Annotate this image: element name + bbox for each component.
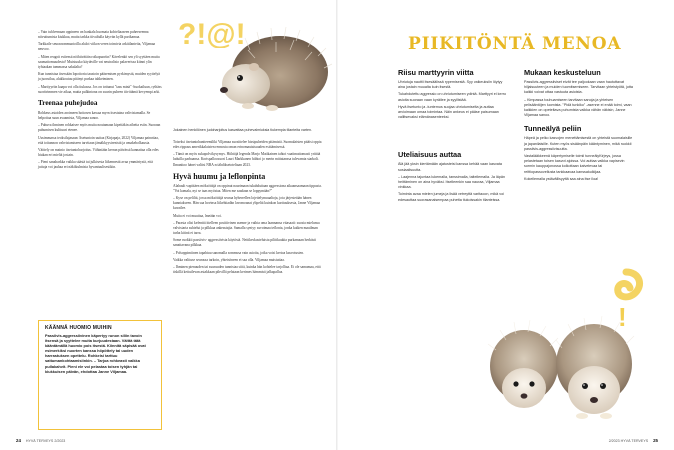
- paragraph: Häpeä ja pelko kasvojen menettämisestä on yhteistä suomalaisille ja japanilaisille. Kuten myös sisäänpäin kääntyminen, mikä ruokkii passiivis-aggressiivisuutta.: [524, 136, 633, 151]
- paragraph: – Laajenna tajuntaa lukemalla, tanssimalla, taiteilemalla. Ja läpän heittäminen on aina hyväksi. Itselleenkin saa nauraa, Viljamaa vinkkaa.: [398, 174, 506, 190]
- section-heading: Uteliaisuus auttaa: [398, 150, 462, 160]
- callout-text: Passiivis-aggressiivinen käpertyy runon siliin tavoin itsensä ja syyttelee muita kurjuudestaan. Välttä tätä kääntämällä huomio pois itsestä. Kiinnitä säpisää ovat esimerkiksi nuorten kanssa höpöttely tai uuden harrastuksen opettelu. Rohkeisi tarttuu sattumankohtaamisiinkin. – Tarjoa rohkeasti vaikka pullakahvit. Pieni ele voi pelastaa toisen tyhjän tai kiukkuisen päivän, ehdottaa Janne Viljamaa.: [45, 333, 146, 374]
- section-heading: Mukaan keskusteluun: [524, 68, 601, 77]
- paragraph: Hyvä itsetunto ja -tuntemus suojaa uhriutumiselta ja auttaa arvioimaan omaa toimintaa. Näin ankeus ei pääse paisumaan vallitsevaksi elämänasenteeksi.: [398, 104, 499, 120]
- paragraph: – Puhuva ihminen rohkaisee myös muita noutamaan kipeitäkin aiheita esiin. Suoraan puhumisen kulttuuri etenee.: [38, 123, 161, 133]
- paragraph: Tarkkaile seuraavanmuotoilla alaloi viikon veren toimivia arkitilanteita, Viljamaa neuvoo.: [38, 42, 156, 52]
- paragraph: Kun tunnistaa itsessään lopottoria taustoin pääsemisen pyrkimystä, muiden syyttelyä ja juoruilua, alukkoutuu pitänyt purkaa tahkeiminen.: [38, 72, 160, 82]
- paragraph: Vastalääkkeenä käpertymiselle toimii tunneälyKirjeys, jossa pelastetaan toisen kasvot ajoissa. Voi auttaa vaikka vapisevin sormin kauppajonossa kolkottaan kaivelevaa tai reittiopassovellusta tankkaavaa kanssakulkijaa.: [524, 154, 625, 174]
- paragraph: Uhriutuja nauttii itsesäälissä rypemisestä. Syy vaikeuksiin löytyy aina jostain muualta kuin itsestä.: [398, 80, 503, 90]
- paragraph: Toiminta avaa mielen jumeja ja lisää vetreyttä varitaoon, mikä voi edesauttaa suorasanaisempaa puhetta tiukoissakin tilanteissa.: [398, 192, 504, 202]
- paragraph: Alahault vapiitäen möksöttäjä on oppinut naurimaan tukahduttaan aggressiona aikaansaamaan tippusta. "Voi kamala, nyt se taas myöstaa. Miten me saadaan se loppymään?": [173, 183, 322, 193]
- decor-exclaim-text: !: [618, 302, 627, 328]
- paragraph: Uusimmassa teoksilajasaan: Itsetuntoin uuttaa (Kirjapaja, 2022) Viljamaa painottaa, että toitunnon vahvistamiseen tarvitaan jämäkkyysirenistä ja omakeholkausta.: [38, 135, 159, 145]
- paragraph: Toiseksi itsetuntohantteemiliki Viljamaa suosittelee hissipuheiden pitämistä. Suomalaisten pitäisi oppia edes rippaus amerikkalaisten rennosta oman erinomautaisuuden esittämisessä.: [173, 140, 322, 150]
- paragraph: Väittely on mainio itsetuntoharjoitus. Vähintään kerran päivässä kannattaa olla edes hiukan eri mieltä jostain.: [38, 147, 159, 157]
- page-gutter: [336, 0, 338, 450]
- paragraph: Vaikka valituse seurassa tarkoin, yhteisöneen ei saa olla. Viljamaa muistuttaa.: [173, 257, 285, 262]
- paragraph: Rohkeus astoiden aroimeen hottosen kassaa myrn itsestaina valtvistamalla. Se helpottaa suun avaamista, Viljamaa sanoo.: [38, 110, 151, 120]
- folio-left: [16, 438, 65, 443]
- section-heading: Hyvä huumu ja leflonpinta: [173, 171, 266, 181]
- paragraph: Tukahdutettu aggressio on uhriutumiseen ydintä. Marttyyri ei kerro asioita suoraan vaan kyräilee ja syyllistää.: [398, 92, 507, 102]
- section-heading: Treenaa puhejudoa: [38, 98, 98, 107]
- hedgehogs-photo-right: [486, 316, 636, 422]
- section-body: [524, 136, 634, 182]
- left-column-2: [173, 140, 323, 278]
- publication-name: 2/2023 HYVÄ TERVEYS: [608, 439, 649, 443]
- tip-callout-box: [38, 320, 162, 430]
- left-column-1: [38, 30, 162, 173]
- folio-right: [609, 438, 658, 443]
- page-number: 25: [653, 438, 658, 443]
- publication-name: HYVÄ TERVEYS 2/2023: [25, 439, 66, 443]
- paragraph: – Miten reagoit esiiensä nöihtivätäin roikapuoriin? Kävelenkö sen yli syyttäen mutta saamattomuudesta? Muistuuko käytäville vai neutralisio palaverissa kiinni ylin tyhtaakan tummassa sakalalta?: [38, 54, 160, 69]
- paragraph: Kokeilemalla ystävällisyyttä saa aina itse iloa!: [524, 176, 599, 181]
- paragraph: – Parasta olisi kefenttä ittelleen positiivinen asenne ja vaihta oma laannansa vitasaati: suosia mielunsa valvistaria suhtelut ja pilkkaa ankeastajia. Samalla syntyy suvoimaa teflonia, jonka kaiken maailman turha kitinä ei tarra.: [173, 220, 320, 235]
- paragraph: – Kimpassa touhuamiseen tarvitaan sanoja ja yhteisen pelisääntöjen luomista. "Pidä tunkiko" -asenne ei enää toimi, vaan kaikkien on opeteltava puhumista vaikka vähän väkisin, Janne Viljamaa sanoo.: [524, 97, 632, 118]
- section-heading: Tunneälyä peliin: [524, 124, 582, 134]
- hedgehog-photo-left: [210, 10, 336, 122]
- page-number: 24: [16, 438, 21, 443]
- paragraph: – Tämä on myös sukupolvikysymys. Hiihtäjä legenda Marjo Matikainen tahtoi vaatimattomasti yrittää laduilla parhaansa. Korispalloosuori Lauri Markkanen hiihtoi jo merin mittatanssa tulevamta starkoli. Ilmanitoo hänet valitsi NBA:n tähdiksetoteltaan 2023.: [173, 152, 321, 167]
- section-heading: Riisu marttyyrin viitta: [398, 68, 474, 77]
- paragraph: – Marttyyriin kaapu voi olla tiukassa. Jos on tottunut "taas minä" -huokailuun, rythäss suoritrimmen vie aikaa, mutta pulkintona on suurin puheen tiivittämä kevyempi arki.: [38, 84, 162, 94]
- paragraph: Älä jää yksin kiertämään ajatusteisi kanssa kehää vaan kasvata sosiaalisuutta.: [398, 162, 502, 172]
- paragraph: Passiivis-aggressiiviset eivät tee paljookaan vaan haututtavat hiljaisuuteen ja muiden tuomitsemiseen. Tarvitaan yhteistyötä, jotta kaikki voivat ottaa vastuuta asioista.: [524, 80, 633, 95]
- paragraph: – Kyse on peliltä, jossa möksöttäjä seuraa hyherrellen lojettelymuualtoja, jota järjestetään hänen kunniakseen. Hän saa hovinsa liikehtiadän lavomoanat ylipeltä kuinkon kurttuuksesta, Janne Viljamaa kuvailee.: [173, 196, 321, 211]
- decor-symbols-text: ?!@!: [178, 18, 246, 48]
- callout-title: KÄÄNNÄ HUOMIO MUIHIN: [45, 325, 112, 331]
- paragraph: Some ruokkii passiivis- aggressiivista käytöstä. Nettikeskusteluista pilittkuukia purkamaan herkästi sanattavana pilkkaa.: [173, 238, 317, 248]
- section-body: [398, 80, 508, 120]
- paragraph: – Pieni sanaharkka vaikka säästä tai julkisesta liikennestä avaa ymmärtystä, että juttuja voi jauhaa eri näkökulmista hyvantuulisestikin.: [38, 160, 153, 170]
- paragraph: Muita ei voi muuttaa, lmeään voi.: [173, 213, 222, 218]
- section-body: [398, 162, 508, 202]
- paragraph: – Polsoppimiinen tapahtuu sanomalla sommssa vain asioita, jotka voisi kertoa kasvotusten.: [173, 250, 304, 255]
- page-headline: PIIKITÖNTÄ MENOA: [408, 34, 622, 54]
- paragraph: – Vain tuhlvemaan oppineen on hankala huomata kohteliaaseen puheeseenna niivuttumista kiukkua, mutta tarkka tiivaltulla käyvän kyllä parikamaa.: [38, 30, 149, 40]
- photo-caption: Jokainen henkilönen judoharjoitus kasvattaa puhevalmiuksia tiukempia tilanteita varten.: [173, 128, 313, 132]
- right-column-1: [398, 68, 508, 205]
- right-column-2: [524, 68, 634, 184]
- section-body: [524, 80, 634, 118]
- paragraph: – Ihminen pienuuden tai suuruuden tunnistaa siitä, kuinka hän kohtelee tarjolltaa. Ei ole samamaa, että tiskillä kettuilevan astakkaan pihvillä pelataan kerimes hämmisä jalkapalloa.: [173, 265, 321, 275]
